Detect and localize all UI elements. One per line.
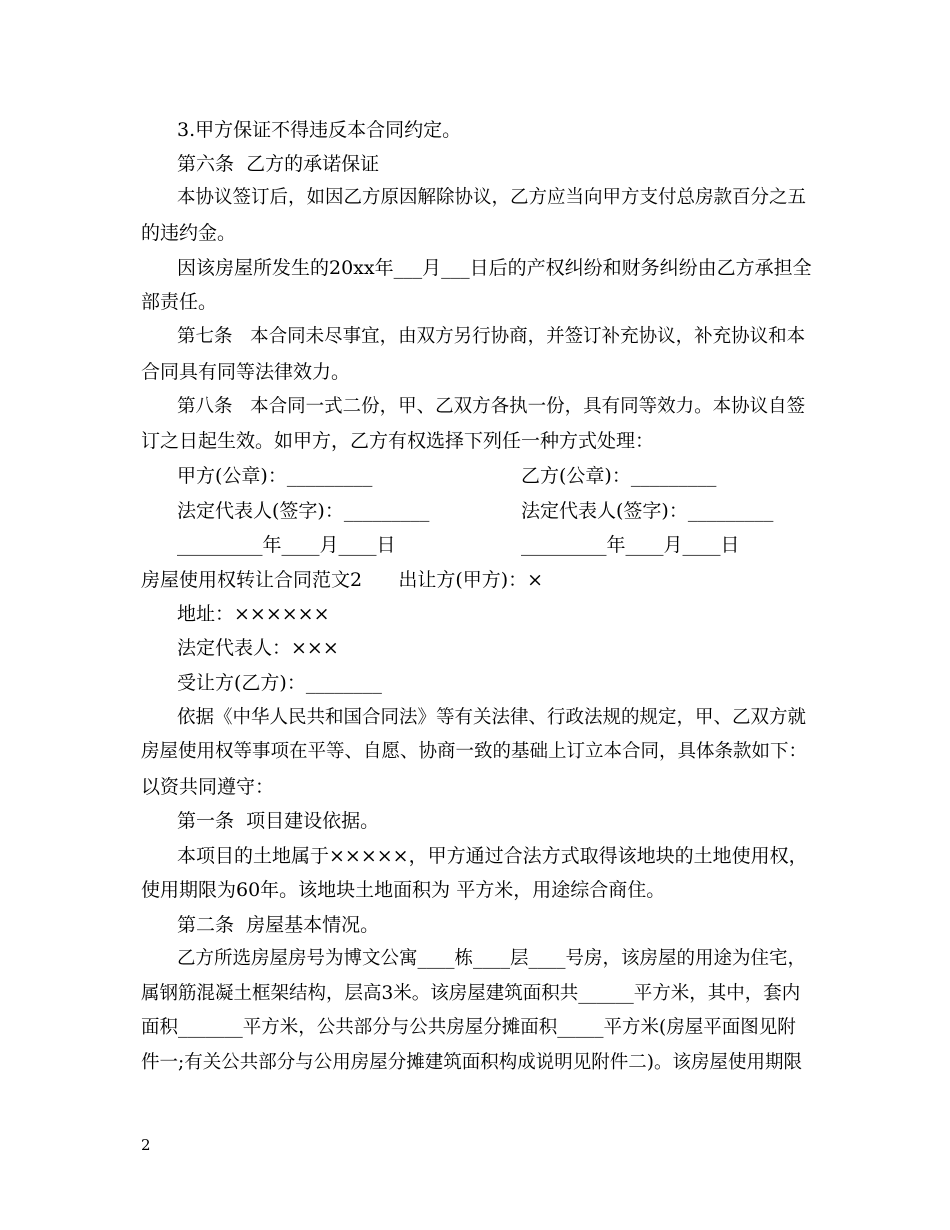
text-line: 法定代表人：×××: [177, 637, 339, 659]
sample-title: 房屋使用权转让合同范文2 出让方(甲方)：×: [141, 569, 544, 591]
page-number: 2: [141, 1136, 151, 1154]
party-a-seal-field: 甲方(公章)：_________: [177, 465, 373, 487]
text-line: 件一;有关公共部分与公用房屋分摊建筑面积构成说明见附件二)。该房屋使用期限: [141, 1052, 802, 1073]
text-line: 使用期限为60年。该地块土地面积为 平方米，用途综合商住。: [141, 879, 666, 901]
party-a-representative-field: 法定代表人(签字)：_________: [177, 500, 430, 522]
text-line: 房屋使用权等事项在平等、自愿、协商一致的基础上订立本合同，具体条款如下：: [141, 741, 808, 762]
text-line: 本项目的土地属于×××××，甲方通过合法方式取得该地块的土地使用权，: [177, 845, 808, 867]
text-line: 的违约金。: [141, 222, 237, 244]
text-line: 第八条 本合同一式二份，甲、乙双方各执一份，具有同等效力。本协议自签: [177, 396, 806, 417]
text-line: 面积_______平方米，公共部分与公共房屋分摊面积_____平方米(房屋平面图见附: [141, 1017, 796, 1038]
text-line: 乙方所选房屋房号为博文公寓____栋____层____号房，该房屋的用途为住宅，: [177, 948, 807, 969]
party-b-seal-field: 乙方(公章)：_________: [521, 465, 717, 487]
text-line: 部责任。: [141, 291, 218, 313]
text-line: 订之日起生效。如甲方，乙方有权选择下列任一种方式处理：: [141, 430, 655, 452]
section-heading: 第一条 项目建设依据。: [177, 810, 380, 832]
party-b-representative-field: 法定代表人(签字)：_________: [521, 500, 774, 522]
text-line: 第七条 本合同未尽事宜，由双方另行协商，并签订补充协议，补充协议和本: [177, 326, 806, 347]
text-line: 属钢筋混凝土框架结构，层高3米。该房屋建筑面积共______平方米，其中，套内: [141, 983, 801, 1004]
text-line: 因该房屋所发生的20xx年___月___日后的产权纠纷和财务纠纷由乙方承担全: [177, 257, 812, 279]
section-heading: 第六条 乙方的承诺保证: [177, 153, 380, 175]
text-line: 合同具有同等法律效力。: [141, 361, 351, 383]
text-line: 本协议签订后，如因乙方原因解除协议，乙方应当向甲方支付总房款百分之五: [177, 187, 807, 208]
party-b-date-field: _________年____月____日: [521, 534, 740, 556]
text-line: 地址：××××××: [177, 603, 330, 625]
text-line: 3.甲方保证不得违反本合同约定。: [177, 119, 462, 141]
section-heading: 第二条 房屋基本情况。: [177, 914, 380, 936]
text-line: 依据《中华人民共和国合同法》等有关法律、行政法规的规定，甲、乙双方就: [177, 707, 807, 728]
party-a-date-field: _________年____月____日: [177, 534, 396, 556]
text-line: 以资共同遵守：: [141, 776, 275, 798]
text-line: 受让方(乙方)：________: [177, 672, 382, 694]
